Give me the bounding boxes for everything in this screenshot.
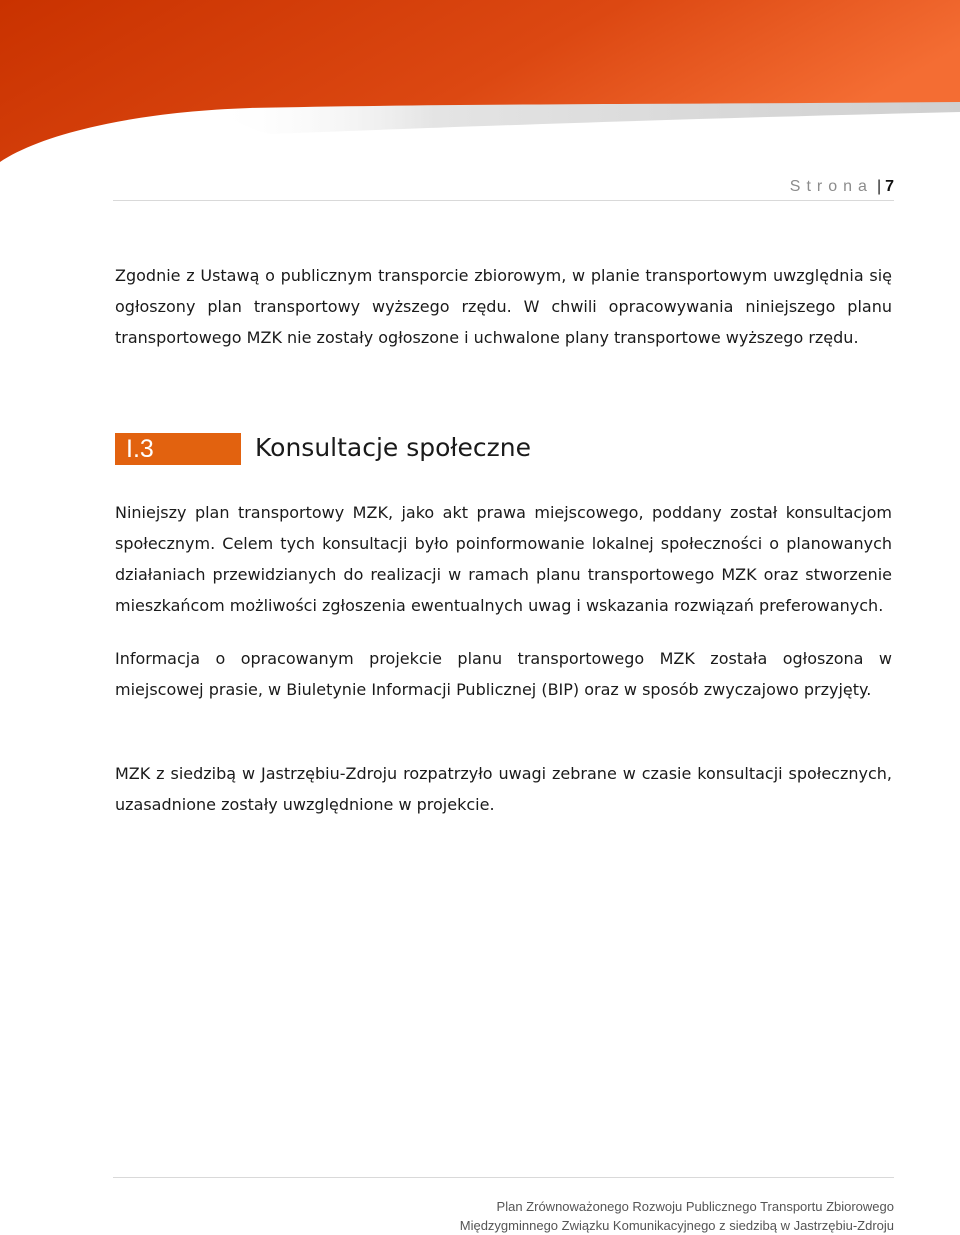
page-header — [113, 176, 894, 201]
page-footer — [113, 1177, 894, 1233]
page-separator: | — [876, 178, 882, 195]
section-heading: Konsultacje społeczne — [255, 433, 532, 462]
paragraph-transport-plan: Zgodnie z Ustawą o publicznym transporcie zbiorowym, w planie transportowym uwzględnia się ogłoszony plan transportowy wyższego rzędu. W chwili opracowywania niniejszego planu transportowego MZK nie zostały ogłoszone i uchwalone plany transportowe wyższego rzędu. — [115, 266, 892, 347]
paragraph-remarks: MZK z siedzibą w Jastrzębiu-Zdroju rozpatrzyło uwagi zebrane w czasie konsultacji społecznych, uzasadnione zostały uwzględnione w projekcie. — [115, 764, 892, 814]
section-number: I.3 — [115, 433, 241, 465]
paragraph-announcement: Informacja o opracowanym projekcie planu transportowego MZK została ogłoszona w miejscowej prasie, w Biuletynie Informacji Publicznej (BIP) oraz w sposób zwyczajowo przyjęty. — [115, 649, 892, 699]
header-banner — [0, 0, 960, 175]
page-label: Strona — [789, 178, 873, 195]
footer-line-2: Międzygminnego Związku Komunikacyjnego z siedzibą w Jastrzębiu-Zdroju — [459, 1218, 894, 1233]
footer-line-1: Plan Zrównoważonego Rozwoju Publicznego Transportu Zbiorowego — [496, 1199, 894, 1214]
page-number: 7 — [885, 178, 894, 195]
paragraph-consultations: Niniejszy plan transportowy MZK, jako akt prawa miejscowego, poddany został konsultacjom społecznym. Celem tych konsultacji było poinformowanie lokalnej społeczności o planowanych działaniach przewidzianych do realizacji w ramach planu transportowego MZK oraz stworzenie mieszkańcom możliwości zgłoszenia ewentualnych uwag i wskazania rozwiązań preferowanych. — [115, 503, 892, 615]
